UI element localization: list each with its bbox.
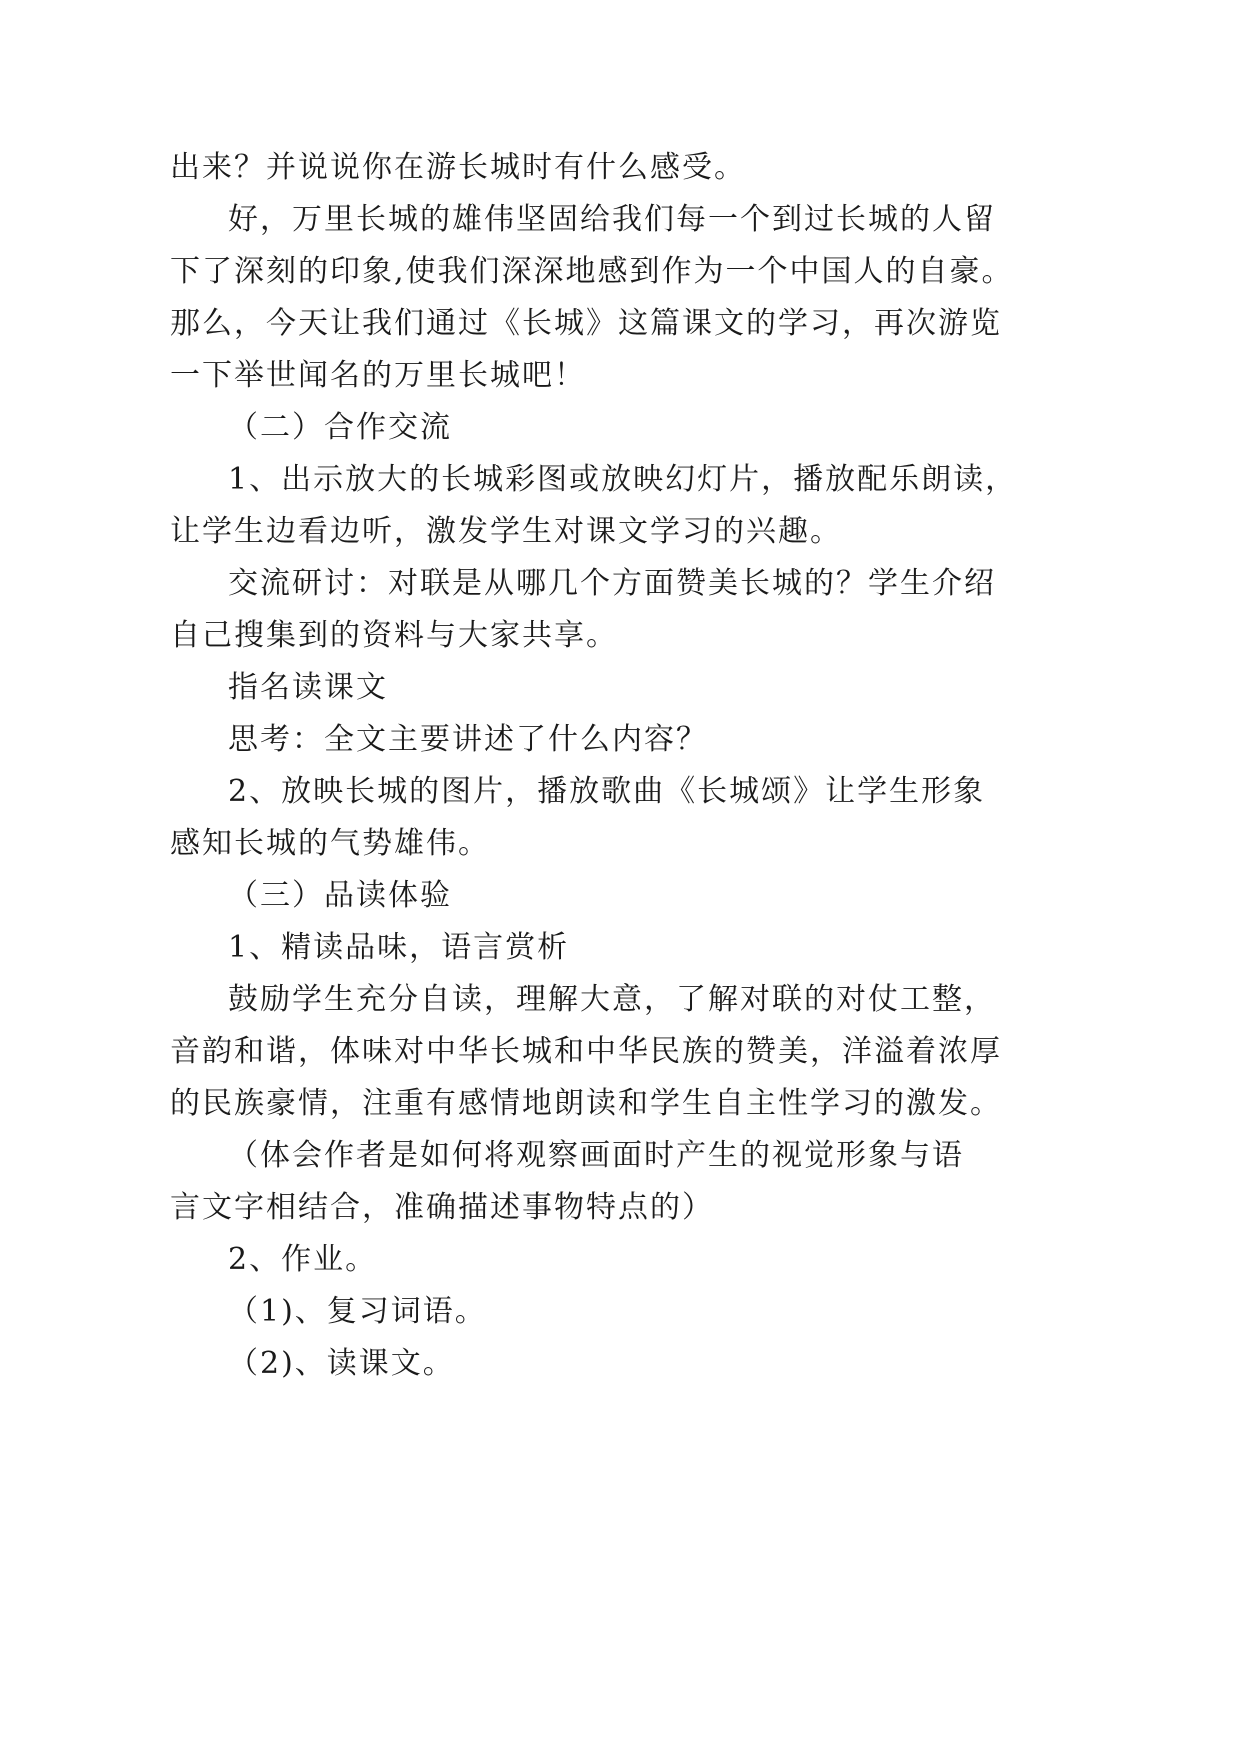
text-line: 的民族豪情，注重有感情地朗读和学生自主性学习的激发。 xyxy=(170,1086,1002,1121)
text-line: 思考：全文主要讲述了什么内容？ xyxy=(228,722,708,757)
text-line: 鼓励学生充分自读，理解大意，了解对联的对仗工整， xyxy=(228,982,996,1017)
text-line: （2)、读课文。 xyxy=(228,1346,455,1381)
text-line: 1、出示放大的长城彩图或放映幻灯片，播放配乐朗读， xyxy=(228,462,1018,497)
text-line: 下了深刻的印象,使我们深深地感到作为一个中国人的自豪。 xyxy=(170,254,1014,289)
text-line: （体会作者是如何将观察画面时产生的视觉形象与语 xyxy=(228,1138,964,1173)
section-heading: （三）品读体验 xyxy=(228,878,452,913)
text-line: 指名读课文 xyxy=(228,670,388,705)
text-line: 那么，今天让我们通过《长城》这篇课文的学习，再次游览 xyxy=(170,306,1002,341)
text-line: 2、作业。 xyxy=(228,1242,378,1277)
text-line: 让学生边看边听，激发学生对课文学习的兴趣。 xyxy=(170,514,842,549)
text-line: 一下举世闻名的万里长城吧！ xyxy=(170,358,586,393)
text-line: 交流研讨：对联是从哪几个方面赞美长城的？学生介绍 xyxy=(228,566,996,601)
text-line: 2、放映长城的图片，播放歌曲《长城颂》让学生形象 xyxy=(228,774,986,809)
text-line: 好，万里长城的雄伟坚固给我们每一个到过长城的人留 xyxy=(228,202,996,237)
text-line: 音韵和谐，体味对中华长城和中华民族的赞美，洋溢着浓厚 xyxy=(170,1034,1002,1069)
text-line: （1)、复习词语。 xyxy=(228,1294,487,1329)
text-line: 自己搜集到的资料与大家共享。 xyxy=(170,618,618,653)
text-line: 1、精读品味，语言赏析 xyxy=(228,930,570,965)
text-line: 出来？并说说你在游长城时有什么感受。 xyxy=(170,150,746,185)
text-line: 感知长城的气势雄伟。 xyxy=(170,826,490,861)
text-line: 言文字相结合，准确描述事物特点的） xyxy=(170,1190,714,1225)
section-heading: （二）合作交流 xyxy=(228,410,452,445)
